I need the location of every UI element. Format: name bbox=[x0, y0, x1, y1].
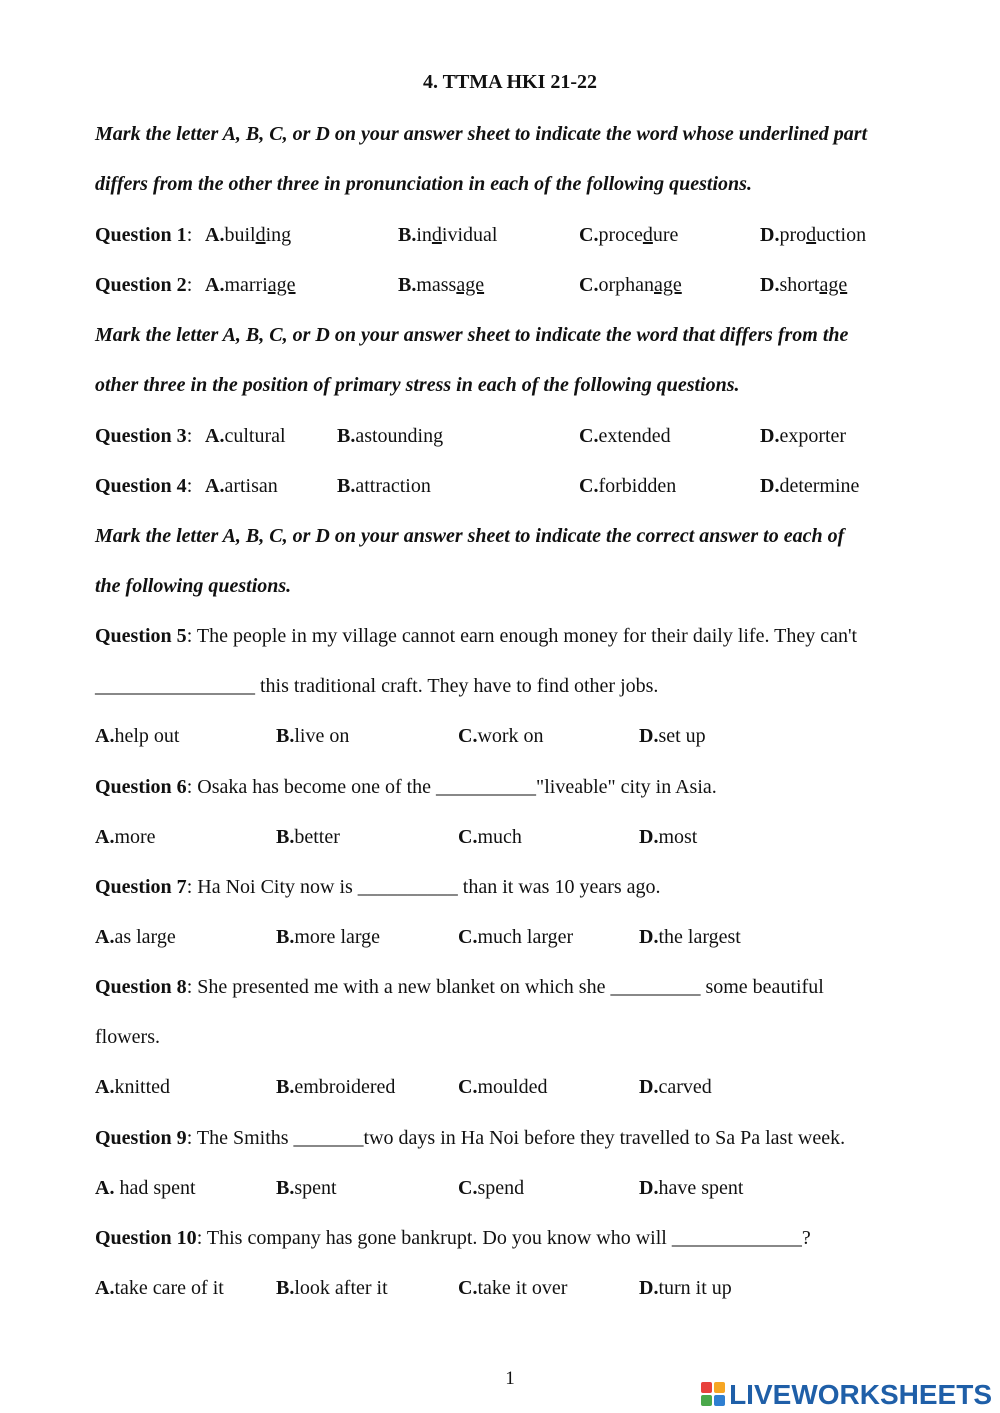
liveworksheets-text: LIVEWORKSHEETS bbox=[729, 1379, 992, 1410]
question-10-option-c[interactable]: C.take it over bbox=[458, 1277, 568, 1299]
question-9-option-c[interactable]: C.spend bbox=[458, 1177, 525, 1199]
question-6-option-b[interactable]: B.better bbox=[276, 826, 340, 848]
question-6-stem: Question 6: Osaka has become one of the __________"liveable" city in Asia. bbox=[95, 776, 717, 798]
question-7-option-b[interactable]: B.more large bbox=[276, 926, 381, 948]
question-3-option-d[interactable]: D.exporter bbox=[760, 425, 847, 447]
question-5-option-b[interactable]: B.live on bbox=[276, 725, 350, 747]
question-6-option-a[interactable]: A.more bbox=[95, 826, 156, 848]
question-8-option-d[interactable]: D.carved bbox=[639, 1076, 712, 1098]
question-8-stem-line-2: flowers. bbox=[95, 1026, 160, 1048]
question-8-option-b[interactable]: B.embroidered bbox=[276, 1076, 396, 1098]
question-4-option-a[interactable]: A.artisan bbox=[205, 475, 278, 497]
question-9-option-a[interactable]: A. had spent bbox=[95, 1177, 196, 1199]
question-5-option-a[interactable]: A.help out bbox=[95, 725, 180, 747]
question-1-option-a[interactable]: A.building bbox=[205, 224, 292, 246]
underlined-part: age bbox=[819, 274, 848, 296]
question-6-option-c[interactable]: C.much bbox=[458, 826, 522, 848]
question-5-option-d[interactable]: D.set up bbox=[639, 725, 706, 747]
question-3-label: Question 3: bbox=[95, 425, 193, 447]
liveworksheets-watermark bbox=[701, 1378, 992, 1412]
instruction-pronunciation-line-2: differs from the other three in pronunciation in each of the following questions. bbox=[95, 173, 752, 195]
question-7-option-c[interactable]: C.much larger bbox=[458, 926, 574, 948]
question-4-label: Question 4: bbox=[95, 475, 193, 497]
question-10-option-d[interactable]: D.turn it up bbox=[639, 1277, 732, 1299]
question-7-option-a[interactable]: A.as large bbox=[95, 926, 176, 948]
question-6-option-d[interactable]: D.most bbox=[639, 826, 698, 848]
question-4-option-c[interactable]: C.forbidden bbox=[579, 475, 677, 497]
worksheet-title: 4. TTMA HKI 21-22 bbox=[422, 71, 598, 93]
question-5-option-c[interactable]: C.work on bbox=[458, 725, 544, 747]
underlined-part: d bbox=[431, 224, 442, 246]
question-2-option-b[interactable]: B.massage bbox=[398, 274, 485, 296]
instruction-correct-line-1: Mark the letter A, B, C, or D on your answer sheet to indicate the correct answer to each of bbox=[95, 525, 845, 547]
question-1-option-d[interactable]: D.production bbox=[760, 224, 867, 246]
question-10-option-b[interactable]: B.look after it bbox=[276, 1277, 388, 1299]
question-2-option-c[interactable]: C.orphanage bbox=[579, 274, 682, 296]
underlined-part: age bbox=[456, 274, 485, 296]
question-1-option-b[interactable]: B.individual bbox=[398, 224, 498, 246]
underlined-part: d bbox=[642, 224, 653, 246]
question-1-label: Question 1: bbox=[95, 224, 193, 246]
question-8-stem: Question 8: She presented me with a new blanket on which she _________ some beautiful bbox=[95, 976, 824, 998]
underlined-part: d bbox=[806, 224, 817, 246]
page-number: 1 bbox=[505, 1368, 515, 1389]
underlined-part: age bbox=[654, 274, 682, 296]
question-5-stem: Question 5: The people in my village cannot earn enough money for their daily life. They can't bbox=[95, 625, 858, 647]
instruction-correct-line-2: the following questions. bbox=[95, 575, 292, 597]
question-7-option-d[interactable]: D.the largest bbox=[639, 926, 741, 948]
instruction-stress-line-1: Mark the letter A, B, C, or D on your answer sheet to indicate the word that differs from the bbox=[95, 324, 849, 346]
question-3-option-c[interactable]: C.extended bbox=[579, 425, 671, 447]
underlined-part: age bbox=[267, 274, 296, 296]
question-7-stem: Question 7: Ha Noi City now is __________ than it was 10 years ago. bbox=[95, 876, 661, 898]
question-2-option-a[interactable]: A.marriage bbox=[205, 274, 296, 296]
liveworksheets-logo-icon bbox=[701, 1382, 727, 1408]
question-2-option-d[interactable]: D.shortage bbox=[760, 274, 848, 296]
question-9-option-d[interactable]: D.have spent bbox=[639, 1177, 744, 1199]
question-10-stem: Question 10: This company has gone bankrupt. Do you know who will _____________? bbox=[95, 1227, 811, 1249]
question-4-option-b[interactable]: B.attraction bbox=[337, 475, 431, 497]
question-1-option-c[interactable]: C.procedure bbox=[579, 224, 679, 246]
question-9-stem: Question 9: The Smiths _______two days in Ha Noi before they travelled to Sa Pa last week. bbox=[95, 1127, 846, 1149]
question-5-stem-line-2: ________________ this traditional craft. They have to find other jobs. bbox=[95, 675, 659, 697]
instruction-stress-line-2: other three in the position of primary stress in each of the following questions. bbox=[95, 374, 740, 396]
question-8-option-c[interactable]: C.moulded bbox=[458, 1076, 548, 1098]
question-10-option-a[interactable]: A.take care of it bbox=[95, 1277, 224, 1299]
question-2-label: Question 2: bbox=[95, 274, 193, 296]
question-4-option-d[interactable]: D.determine bbox=[760, 475, 860, 497]
instruction-pronunciation-line-1: Mark the letter A, B, C, or D on your answer sheet to indicate the word whose underlined part bbox=[95, 123, 868, 145]
question-3-option-b[interactable]: B.astounding bbox=[337, 425, 444, 447]
question-3-option-a[interactable]: A.cultural bbox=[205, 425, 286, 447]
question-9-option-b[interactable]: B.spent bbox=[276, 1177, 337, 1199]
underlined-part: d bbox=[255, 224, 266, 246]
question-8-option-a[interactable]: A.knitted bbox=[95, 1076, 170, 1098]
